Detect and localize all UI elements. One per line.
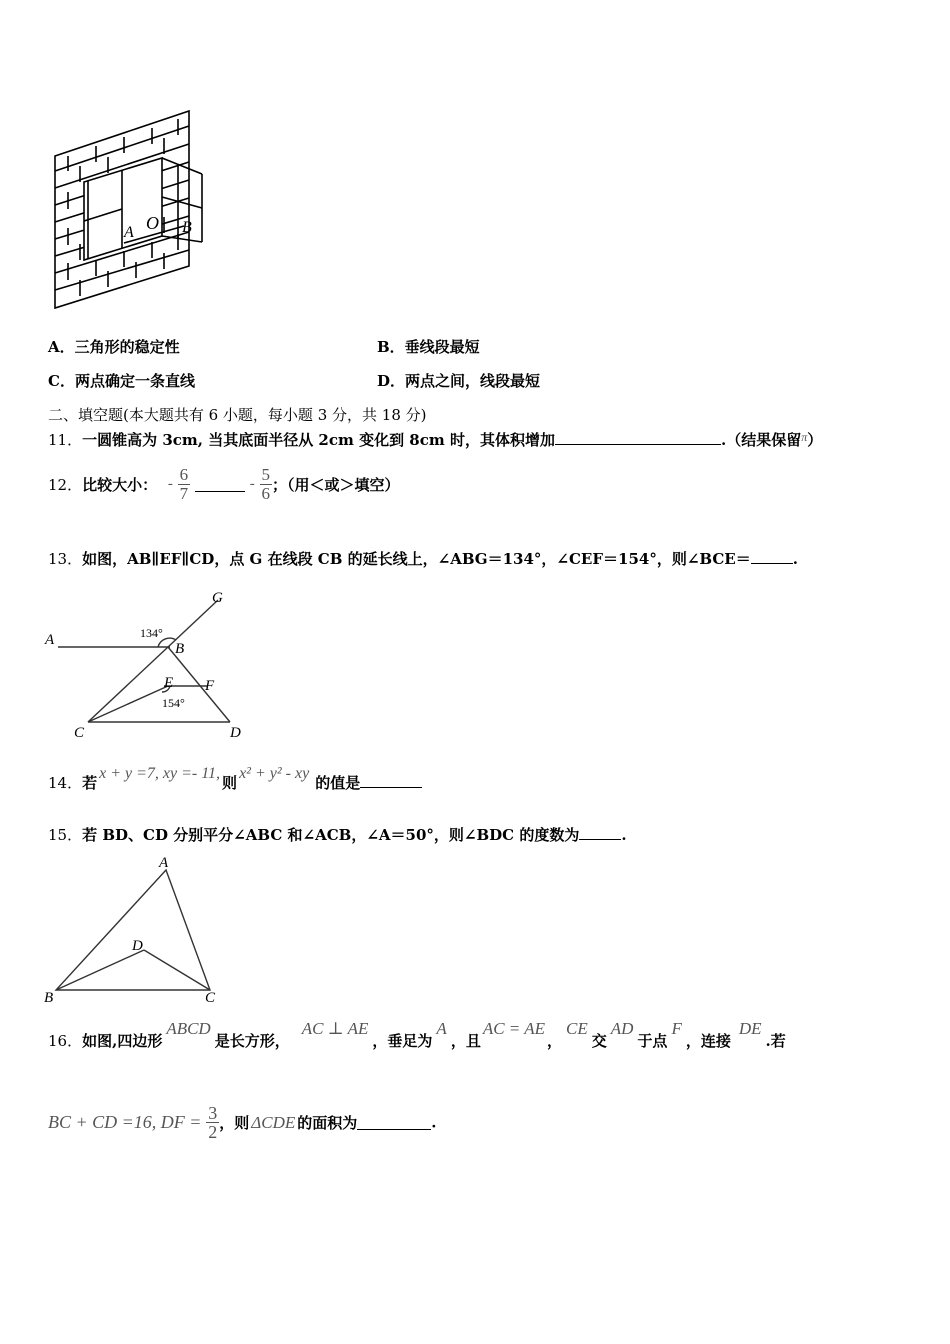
triangle-bisector-figure — [40, 852, 230, 1007]
q16-t7: 于点 — [637, 1032, 668, 1050]
question-14 — [48, 765, 422, 793]
q16-t9: .若 — [765, 1032, 786, 1050]
fig13-label-e: E — [164, 675, 174, 691]
q14-ruo: 若 — [82, 774, 98, 792]
q12-denominator-1: 7 — [179, 484, 189, 503]
q16-equal: AC = AE — [482, 1019, 545, 1038]
q12-suffix: ；（用＜或＞填空） — [272, 476, 400, 494]
q16-t3: ，垂足为 — [372, 1032, 433, 1050]
option-d: D．两点之间，线段最短 — [377, 372, 541, 390]
fraction-three-halves — [206, 1104, 219, 1141]
question-16-line-2 — [48, 1104, 436, 1141]
q16-number: 16． — [48, 1032, 83, 1050]
q11-answer-blank — [555, 430, 721, 445]
q16-t6: 交 — [591, 1032, 607, 1050]
q14-suffix: 的值是 — [315, 774, 361, 792]
q12-numerator-2: 5 — [261, 465, 271, 484]
q16-answer-blank — [357, 1115, 431, 1130]
q16-t5: ， — [546, 1032, 562, 1050]
q16-t4: ，且 — [450, 1032, 481, 1050]
q14-expression: x² + y² - xy — [239, 765, 310, 782]
q16-condition: BC + CD =16, DF = — [48, 1112, 202, 1132]
q16-triangle-cde: ΔCDE — [251, 1112, 296, 1132]
q12-number: 12． — [48, 476, 83, 494]
fig13-label-f: F — [205, 678, 215, 694]
q11-number: 11． — [48, 431, 83, 449]
option-a: A．三角形的稳定性 — [48, 338, 180, 356]
q12-minus-1: - — [167, 476, 173, 492]
q12-numerator-1: 6 — [179, 465, 189, 484]
parallel-lines-figure — [40, 582, 270, 747]
q12-answer-blank — [195, 477, 245, 492]
option-b: B．垂线段最短 — [377, 338, 480, 356]
fig13-label-g: G — [212, 590, 223, 606]
q16-perp: AC ⊥ AE — [301, 1019, 369, 1038]
fig10-label-b: B — [182, 219, 192, 236]
q11-suffix: .（结果保留 — [720, 431, 802, 449]
q13-end: . — [792, 550, 798, 568]
fig13-angle-134: 134° — [140, 626, 163, 640]
q16-t8: ，连接 — [685, 1032, 731, 1050]
q12-text: 比较大小： — [82, 476, 158, 494]
q12-denominator-2: 6 — [261, 484, 271, 503]
question-15 — [48, 824, 627, 845]
fig15-label-a: A — [159, 855, 169, 871]
q16-frac-numerator: 3 — [208, 1103, 218, 1123]
option-c: C．两点确定一条直线 — [48, 372, 195, 390]
question-13 — [48, 548, 798, 569]
q16-point-a: A — [436, 1019, 447, 1038]
fraction-six-sevenths — [178, 466, 191, 503]
q14-condition: x + y =7, xy =- 11, — [99, 765, 221, 782]
q16-de: DE — [738, 1019, 762, 1038]
fraction-five-sixths — [260, 466, 273, 503]
q13-answer-blank — [751, 549, 793, 564]
fig15-label-d: D — [132, 938, 143, 954]
q11-close: ） — [807, 431, 823, 449]
q15-answer-blank — [579, 825, 621, 840]
q16-point-f: F — [671, 1019, 682, 1038]
fig13-angle-154: 154° — [162, 696, 185, 710]
q16-t2: 是长方形， — [214, 1032, 290, 1050]
q16-t11: 的面积为 — [297, 1114, 358, 1132]
q15-end: . — [621, 826, 627, 844]
section-heading: 二、填空题(本大题共有 6 小题，每小题 3 分，共 18 分) — [48, 406, 427, 424]
pi-symbol: π — [801, 430, 808, 444]
q16-ad: AD — [610, 1019, 634, 1038]
q12-minus-2: - — [249, 476, 255, 492]
q15-text: 若 BD、CD 分别平分∠ABC 和∠ACB，∠A＝50°，则∠BDC 的度数为 — [82, 826, 580, 844]
question-11 — [48, 429, 822, 450]
q16-ce: CE — [566, 1019, 588, 1038]
question-16 — [48, 1019, 786, 1051]
fig13-label-c: C — [74, 725, 85, 741]
fig13-label-d: D — [230, 725, 241, 741]
q11-text: 一圆锥高为 3cm, 当其底面半径从 2cm 变化到 8cm 时，其体积增加 — [82, 431, 555, 449]
fig10-label-o: O — [146, 213, 159, 233]
question-12 — [48, 466, 400, 503]
q16-t1: 如图,四边形 — [82, 1032, 163, 1050]
fig10-label-a: A — [124, 224, 134, 241]
q14-ze: 则 — [222, 774, 238, 792]
q13-text: 如图，AB∥EF∥CD，点 G 在线段 CB 的延长线上，∠ABG＝134°，∠CEF＝154°，则∠BCE＝ — [82, 550, 751, 568]
q14-number: 14． — [48, 774, 83, 792]
q16-t10: ，则 — [219, 1114, 250, 1132]
fig13-label-a: A — [45, 632, 55, 648]
fig15-label-c: C — [205, 990, 216, 1006]
window-wall-figure — [52, 108, 212, 313]
fig15-label-b: B — [44, 990, 54, 1006]
q14-answer-blank — [360, 773, 422, 788]
q15-number: 15． — [48, 826, 83, 844]
fig13-label-b: B — [175, 641, 185, 657]
q16-end: . — [431, 1113, 437, 1132]
q13-number: 13． — [48, 550, 83, 568]
q16-frac-denominator: 2 — [208, 1122, 218, 1142]
q16-abcd: ABCD — [166, 1019, 211, 1038]
